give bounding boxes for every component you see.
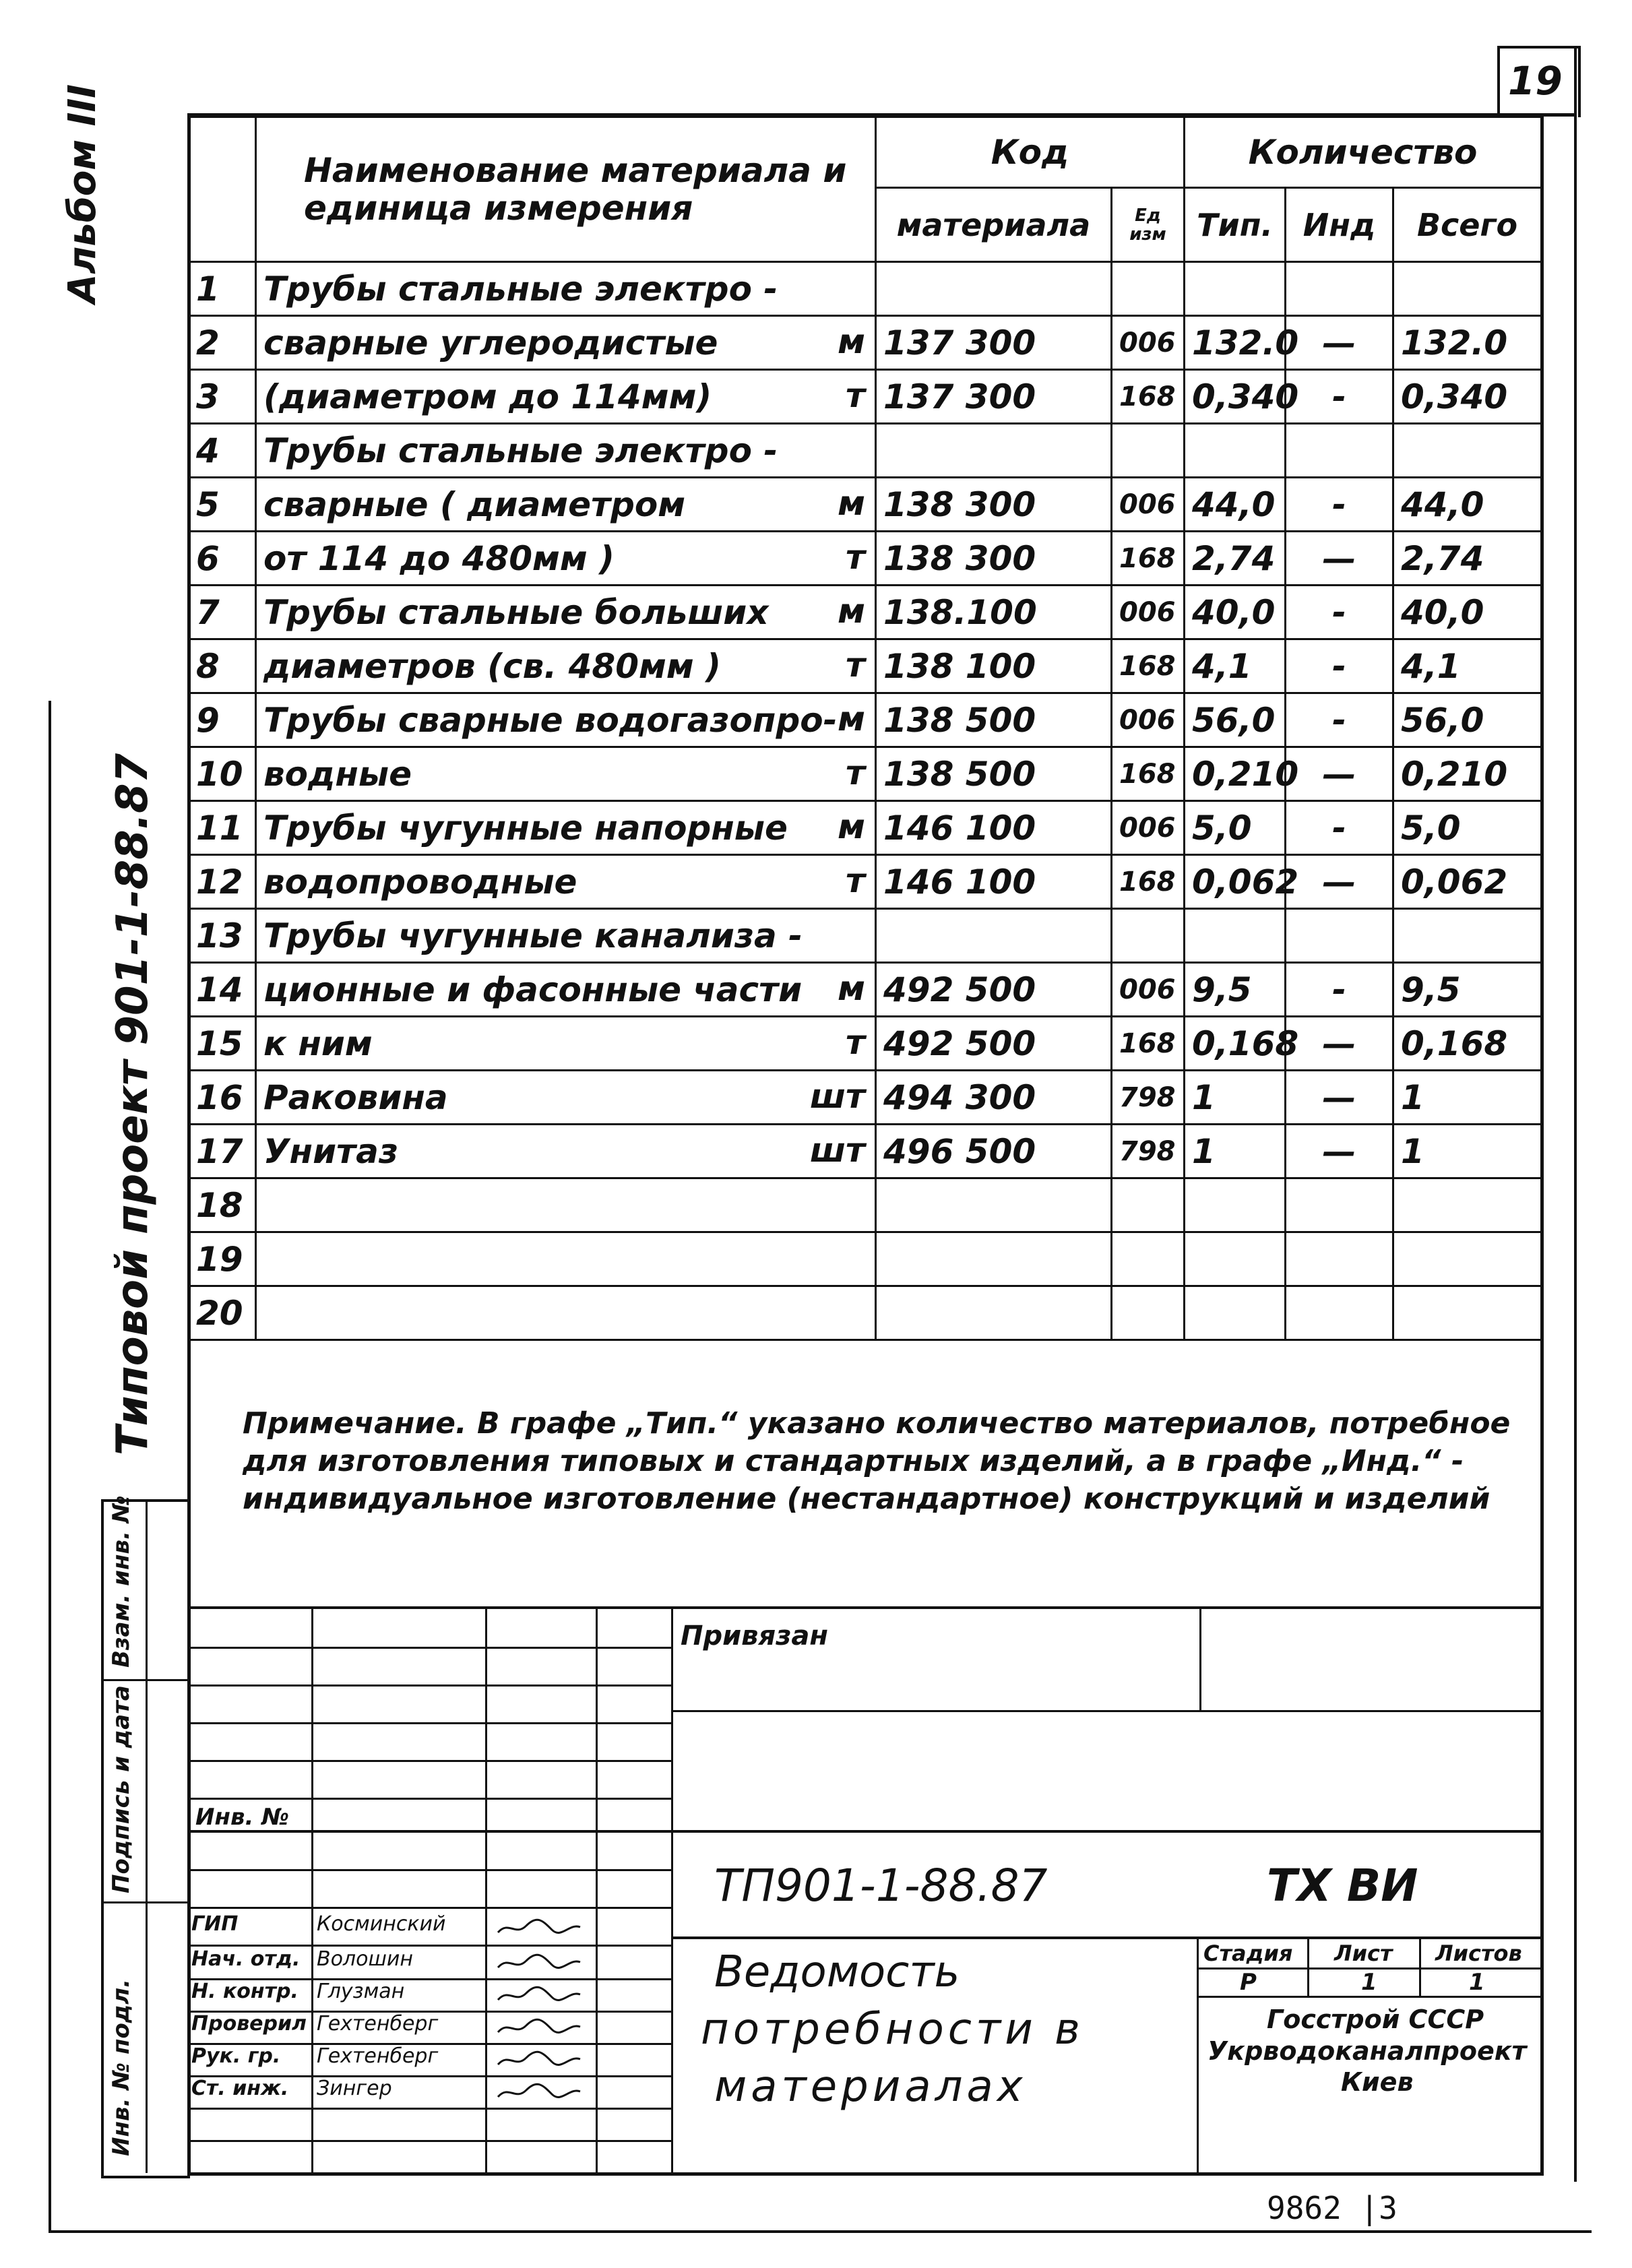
tb-h-left-14 bbox=[187, 2108, 671, 2110]
signature-scribble bbox=[495, 2082, 583, 2102]
tb-h-left-8 bbox=[187, 1907, 671, 1909]
table-row bbox=[189, 693, 1542, 747]
cell-typ: 44,0 bbox=[1185, 478, 1286, 532]
cell-code: 496 500 bbox=[876, 1125, 1112, 1178]
cell-name bbox=[256, 532, 876, 586]
left-strip-div-1 bbox=[101, 1679, 187, 1681]
header-code: Код bbox=[876, 117, 1185, 188]
cell-total: 1 bbox=[1393, 1125, 1542, 1178]
cell-no: 11 bbox=[189, 801, 256, 855]
cell-name bbox=[256, 747, 876, 801]
cell-no: 20 bbox=[189, 1286, 256, 1340]
doc-title-line-3: материалах bbox=[714, 2062, 1027, 2112]
cell-code: 138.100 bbox=[876, 586, 1112, 639]
cell-ind: - bbox=[1286, 478, 1393, 532]
cell-total: 56,0 bbox=[1393, 693, 1542, 747]
table-row bbox=[189, 909, 1542, 963]
scan-edge-right bbox=[1574, 46, 1577, 2182]
cell-unit bbox=[1112, 424, 1185, 478]
staff-role: Проверил bbox=[191, 2012, 307, 2036]
left-strip-vzam: Взам. инв. № bbox=[108, 1495, 135, 1668]
tb-stage-box-left bbox=[1197, 1936, 1199, 2172]
cell-typ: 1 bbox=[1185, 1125, 1286, 1178]
cell-code bbox=[876, 909, 1112, 963]
tb-h-left-15 bbox=[187, 2140, 671, 2142]
row-name: ционные и фасонные части bbox=[263, 970, 803, 1009]
album-label: Альбом ІІІ bbox=[61, 84, 104, 303]
cell-no: 16 bbox=[189, 1071, 256, 1125]
stage-label: Стадия bbox=[1203, 1941, 1293, 1966]
tb-h-left-7 bbox=[187, 1869, 671, 1871]
row-name: Раковина bbox=[263, 1077, 448, 1117]
tb-v5 bbox=[1199, 1609, 1201, 1710]
scan-edge-bottom bbox=[49, 2230, 1592, 2233]
cell-no: 18 bbox=[189, 1178, 256, 1232]
left-strip-inv: Инв. № подл. bbox=[108, 1978, 135, 2156]
cell-typ bbox=[1185, 262, 1286, 316]
cell-total bbox=[1393, 424, 1542, 478]
row-name: Трубы стальные больших bbox=[263, 592, 769, 632]
cell-name bbox=[256, 963, 876, 1017]
footer-number: 9862 |3 bbox=[1267, 2190, 1398, 2226]
staff-role: Рук. гр. bbox=[191, 2044, 281, 2068]
cell-total: 0,210 bbox=[1393, 747, 1542, 801]
cell-name bbox=[256, 1178, 876, 1232]
staff-name: Волошин bbox=[317, 1947, 414, 1971]
cell-unit: 006 bbox=[1112, 801, 1185, 855]
cell-ind bbox=[1286, 1232, 1393, 1286]
row-name: Трубы стальные электро - bbox=[263, 269, 778, 309]
cell-unit: 168 bbox=[1112, 639, 1185, 693]
cell-no: 6 bbox=[189, 532, 256, 586]
cell-typ: 132.0 bbox=[1185, 316, 1286, 370]
note-text: Примечание. В графе „Тип.“ указано количество материалов, потребное для изготовления типовых и стандартных изделий, а в графе „Инд.“ - индивидуальное изготовление (нестандартное) конструкций и изделий bbox=[243, 1406, 1511, 1516]
row-unit-symbol: м bbox=[838, 807, 865, 846]
cell-no: 9 bbox=[189, 693, 256, 747]
cell-ind: - bbox=[1286, 801, 1393, 855]
header-quantity: Количество bbox=[1185, 117, 1542, 188]
row-unit-symbol: м bbox=[838, 592, 865, 631]
doc-title-line-1: Ведомость bbox=[714, 1947, 960, 1997]
tb-h-right-1 bbox=[671, 1710, 1544, 1712]
row-name: водопроводные bbox=[263, 862, 577, 902]
cell-ind bbox=[1286, 909, 1393, 963]
cell-name bbox=[256, 262, 876, 316]
tb-h-left-4 bbox=[187, 1760, 671, 1762]
org-line-1: Госстрой СССР bbox=[1267, 2005, 1484, 2034]
privyazan-label: Привязан bbox=[681, 1620, 829, 1651]
cell-typ bbox=[1185, 1178, 1286, 1232]
table-row bbox=[189, 1178, 1542, 1232]
table-row bbox=[189, 262, 1542, 316]
tb-h-left-9 bbox=[187, 1945, 671, 1947]
cell-unit bbox=[1112, 909, 1185, 963]
cell-unit: 006 bbox=[1112, 693, 1185, 747]
tb-v1 bbox=[311, 1609, 313, 2172]
cell-name bbox=[256, 909, 876, 963]
tb-stage-col1 bbox=[1307, 1936, 1309, 1997]
cell-name bbox=[256, 855, 876, 909]
tb-h-left-1 bbox=[187, 1647, 671, 1649]
cell-no: 10 bbox=[189, 747, 256, 801]
cell-unit: 168 bbox=[1112, 532, 1185, 586]
cell-total: 4,1 bbox=[1393, 639, 1542, 693]
row-unit-symbol: т bbox=[846, 1023, 865, 1062]
staff-role: ГИП bbox=[191, 1912, 239, 1936]
designation: ТП901-1-88.87 bbox=[714, 1860, 1048, 1912]
row-name: от 114 до 480мм ) bbox=[263, 538, 615, 578]
cell-unit bbox=[1112, 1286, 1185, 1340]
cell-name bbox=[256, 316, 876, 370]
cell-ind: — bbox=[1286, 1071, 1393, 1125]
cell-unit bbox=[1112, 1178, 1185, 1232]
cell-unit: 168 bbox=[1112, 855, 1185, 909]
cell-typ: 5,0 bbox=[1185, 801, 1286, 855]
left-strip-podpis: Подпись и дата bbox=[108, 1685, 135, 1893]
row-unit-symbol: т bbox=[846, 753, 865, 792]
cell-name bbox=[256, 1286, 876, 1340]
cell-total: 5,0 bbox=[1393, 801, 1542, 855]
cell-name bbox=[256, 1125, 876, 1178]
row-unit-symbol: м bbox=[838, 969, 865, 1008]
cell-typ: 4,1 bbox=[1185, 639, 1286, 693]
cell-typ: 0,062 bbox=[1185, 855, 1286, 909]
cell-ind: — bbox=[1286, 855, 1393, 909]
cell-unit: 006 bbox=[1112, 963, 1185, 1017]
staff-name: Гехтенберг bbox=[317, 2012, 439, 2036]
note-bottom-line bbox=[187, 1606, 1544, 1609]
table-row bbox=[189, 855, 1542, 909]
cell-no: 3 bbox=[189, 370, 256, 424]
row-unit-symbol: м bbox=[838, 322, 865, 361]
cell-code: 138 300 bbox=[876, 478, 1112, 532]
tb-v4 bbox=[671, 1609, 673, 2172]
row-unit-symbol: т bbox=[846, 538, 865, 577]
cell-ind bbox=[1286, 424, 1393, 478]
row-unit-symbol: т bbox=[846, 376, 865, 415]
cell-no: 14 bbox=[189, 963, 256, 1017]
cell-code bbox=[876, 262, 1112, 316]
cell-typ bbox=[1185, 1286, 1286, 1340]
cell-total: 0,340 bbox=[1393, 370, 1542, 424]
header-qty-total: Всего bbox=[1393, 188, 1542, 262]
row-name: (диаметром до 114мм) bbox=[263, 377, 712, 416]
cell-no: 8 bbox=[189, 639, 256, 693]
table-row bbox=[189, 963, 1542, 1017]
header-name: Наименование материала и единица измерения bbox=[256, 117, 876, 262]
cell-code: 137 300 bbox=[876, 370, 1112, 424]
doc-title-line-2: потребности в bbox=[701, 2005, 1084, 2054]
tb-h-left-5 bbox=[187, 1798, 671, 1800]
tb-h-main bbox=[187, 1830, 1544, 1833]
inv-no-label: Инв. № bbox=[195, 1804, 290, 1831]
cell-unit: 006 bbox=[1112, 586, 1185, 639]
cell-unit: 798 bbox=[1112, 1125, 1185, 1178]
stage-value: Р bbox=[1240, 1969, 1257, 1996]
table-row bbox=[189, 1232, 1542, 1286]
header-qty-typ: Тип. bbox=[1185, 188, 1286, 262]
mark: ТХ ВИ bbox=[1267, 1860, 1418, 1912]
table-row bbox=[189, 1071, 1542, 1125]
row-name: сварные углеродистые bbox=[263, 323, 718, 363]
table-row bbox=[189, 478, 1542, 532]
left-strip-div-2 bbox=[101, 1901, 187, 1903]
cell-total bbox=[1393, 1232, 1542, 1286]
row-unit-symbol: шт bbox=[809, 1077, 865, 1116]
cell-unit: 168 bbox=[1112, 370, 1185, 424]
cell-unit: 798 bbox=[1112, 1071, 1185, 1125]
row-name: Унитаз bbox=[263, 1131, 398, 1171]
cell-total: 9,5 bbox=[1393, 963, 1542, 1017]
cell-total: 40,0 bbox=[1393, 586, 1542, 639]
cell-code: 146 100 bbox=[876, 801, 1112, 855]
cell-no: 2 bbox=[189, 316, 256, 370]
cell-ind: — bbox=[1286, 316, 1393, 370]
tb-v2 bbox=[485, 1609, 487, 2172]
cell-total: 132.0 bbox=[1393, 316, 1542, 370]
cell-code: 494 300 bbox=[876, 1071, 1112, 1125]
cell-name bbox=[256, 370, 876, 424]
cell-name bbox=[256, 586, 876, 639]
staff-role: Нач. отд. bbox=[191, 1947, 301, 1971]
cell-name bbox=[256, 801, 876, 855]
cell-ind bbox=[1286, 262, 1393, 316]
row-name: Трубы сварные водогазопро- bbox=[263, 700, 838, 740]
frame-bottom bbox=[187, 2172, 1544, 2176]
cell-typ: 0,210 bbox=[1185, 747, 1286, 801]
cell-code: 492 500 bbox=[876, 1017, 1112, 1071]
row-name: диаметров (св. 480мм ) bbox=[263, 646, 722, 686]
cell-code: 146 100 bbox=[876, 855, 1112, 909]
side-project-title: Типовой проект 901-1-88.87 bbox=[108, 753, 158, 1455]
staff-name: Глузман bbox=[317, 1980, 405, 2003]
cell-name bbox=[256, 639, 876, 693]
cell-unit: 006 bbox=[1112, 316, 1185, 370]
cell-no: 5 bbox=[189, 478, 256, 532]
cell-ind: - bbox=[1286, 639, 1393, 693]
cell-name bbox=[256, 424, 876, 478]
cell-no: 17 bbox=[189, 1125, 256, 1178]
cell-ind: - bbox=[1286, 693, 1393, 747]
tb-h-right-2 bbox=[671, 1936, 1544, 1939]
cell-ind bbox=[1286, 1286, 1393, 1340]
table-row bbox=[189, 1017, 1542, 1071]
row-name: Трубы стальные электро - bbox=[263, 431, 778, 470]
cell-code bbox=[876, 1286, 1112, 1340]
staff-name: Зингер bbox=[317, 2077, 392, 2100]
cell-unit: 168 bbox=[1112, 1017, 1185, 1071]
cell-code: 138 500 bbox=[876, 747, 1112, 801]
cell-code bbox=[876, 1178, 1112, 1232]
cell-ind: — bbox=[1286, 532, 1393, 586]
cell-typ: 56,0 bbox=[1185, 693, 1286, 747]
staff-name: Косминский bbox=[317, 1912, 446, 1936]
cell-name bbox=[256, 1017, 876, 1071]
cell-code: 137 300 bbox=[876, 316, 1112, 370]
cell-no: 13 bbox=[189, 909, 256, 963]
signature-scribble bbox=[495, 1918, 583, 1938]
cell-typ: 0,168 bbox=[1185, 1017, 1286, 1071]
cell-no: 4 bbox=[189, 424, 256, 478]
row-unit-symbol: т bbox=[846, 861, 865, 900]
table-row bbox=[189, 532, 1542, 586]
cell-name bbox=[256, 1232, 876, 1286]
header-qty-ind: Инд bbox=[1286, 188, 1393, 262]
signature-scribble bbox=[495, 2050, 583, 2070]
table-row bbox=[189, 316, 1542, 370]
cell-typ bbox=[1185, 909, 1286, 963]
cell-unit: 168 bbox=[1112, 747, 1185, 801]
cell-typ: 40,0 bbox=[1185, 586, 1286, 639]
cell-code bbox=[876, 1232, 1112, 1286]
cell-unit bbox=[1112, 262, 1185, 316]
cell-ind bbox=[1286, 1178, 1393, 1232]
cell-total bbox=[1393, 262, 1542, 316]
cell-ind: — bbox=[1286, 747, 1393, 801]
cell-no: 19 bbox=[189, 1232, 256, 1286]
cell-ind: - bbox=[1286, 963, 1393, 1017]
header-code-unit: Ед изм bbox=[1112, 188, 1185, 262]
cell-no: 12 bbox=[189, 855, 256, 909]
row-name: сварные ( диаметром bbox=[263, 484, 686, 524]
cell-total: 0,062 bbox=[1393, 855, 1542, 909]
cell-total bbox=[1393, 1286, 1542, 1340]
sheet-label: Лист bbox=[1334, 1941, 1393, 1966]
cell-total bbox=[1393, 1178, 1542, 1232]
signature-scribble bbox=[495, 2017, 583, 2038]
org-line-2: Укрводоканалпроект bbox=[1207, 2036, 1527, 2066]
cell-name bbox=[256, 693, 876, 747]
cell-typ: 1 bbox=[1185, 1071, 1286, 1125]
cell-unit bbox=[1112, 1232, 1185, 1286]
cell-no: 7 bbox=[189, 586, 256, 639]
row-unit-symbol: шт bbox=[809, 1131, 865, 1170]
cell-no: 15 bbox=[189, 1017, 256, 1071]
tb-h-left-2 bbox=[187, 1684, 671, 1687]
materials-table bbox=[187, 116, 1542, 1341]
cell-code: 138 300 bbox=[876, 532, 1112, 586]
row-name: к ним bbox=[263, 1023, 373, 1063]
table-row bbox=[189, 424, 1542, 478]
cell-ind: - bbox=[1286, 370, 1393, 424]
cell-typ: 2,74 bbox=[1185, 532, 1286, 586]
cell-code: 492 500 bbox=[876, 963, 1112, 1017]
cell-total: 44,0 bbox=[1393, 478, 1542, 532]
header-code-material: материала bbox=[876, 188, 1112, 262]
tb-stage-col2 bbox=[1419, 1936, 1421, 1997]
cell-no: 1 bbox=[189, 262, 256, 316]
row-unit-symbol: т bbox=[846, 645, 865, 685]
left-strip-inner bbox=[146, 1499, 148, 2173]
sheet-value: 1 bbox=[1361, 1969, 1377, 1996]
cell-typ: 9,5 bbox=[1185, 963, 1286, 1017]
row-unit-symbol: м bbox=[838, 699, 865, 738]
cell-ind: — bbox=[1286, 1017, 1393, 1071]
cell-total: 2,74 bbox=[1393, 532, 1542, 586]
cell-unit: 006 bbox=[1112, 478, 1185, 532]
cell-typ: 0,340 bbox=[1185, 370, 1286, 424]
scan-edge-left bbox=[49, 701, 51, 2230]
materials-rows bbox=[189, 262, 1542, 1340]
staff-name: Гехтенберг bbox=[317, 2044, 439, 2068]
table-row bbox=[189, 586, 1542, 639]
row-name: Трубы чугунные канализа - bbox=[263, 916, 803, 955]
row-unit-symbol: м bbox=[838, 484, 865, 523]
cell-total: 1 bbox=[1393, 1071, 1542, 1125]
tb-stage-row2 bbox=[1197, 1996, 1544, 1998]
table-row bbox=[189, 639, 1542, 693]
cell-total bbox=[1393, 909, 1542, 963]
cell-ind: - bbox=[1286, 586, 1393, 639]
cell-code bbox=[876, 424, 1112, 478]
table-row bbox=[189, 801, 1542, 855]
table-row bbox=[189, 370, 1542, 424]
cell-code: 138 100 bbox=[876, 639, 1112, 693]
signature-scribble bbox=[495, 1985, 583, 2005]
header-no bbox=[189, 117, 256, 262]
page-number: 19 bbox=[1508, 58, 1563, 104]
signature-scribble bbox=[495, 1953, 583, 1973]
staff-role: Н. контр. bbox=[191, 1980, 299, 2003]
staff-role: Ст. инж. bbox=[191, 2077, 289, 2100]
cell-typ bbox=[1185, 424, 1286, 478]
tb-v3 bbox=[596, 1609, 598, 2172]
row-name: Трубы чугунные напорные bbox=[263, 808, 788, 848]
table-row bbox=[189, 1286, 1542, 1340]
cell-ind: — bbox=[1286, 1125, 1393, 1178]
tb-h-left-3 bbox=[187, 1722, 671, 1724]
cell-total: 0,168 bbox=[1393, 1017, 1542, 1071]
table-row bbox=[189, 1125, 1542, 1178]
sheets-value: 1 bbox=[1469, 1969, 1485, 1996]
row-name: водные bbox=[263, 754, 412, 794]
cell-name bbox=[256, 1071, 876, 1125]
sheets-label: Листов bbox=[1435, 1941, 1522, 1966]
cell-name bbox=[256, 478, 876, 532]
table-row bbox=[189, 747, 1542, 801]
org-line-3: Киев bbox=[1341, 2067, 1414, 2097]
cell-typ bbox=[1185, 1232, 1286, 1286]
cell-code: 138 500 bbox=[876, 693, 1112, 747]
